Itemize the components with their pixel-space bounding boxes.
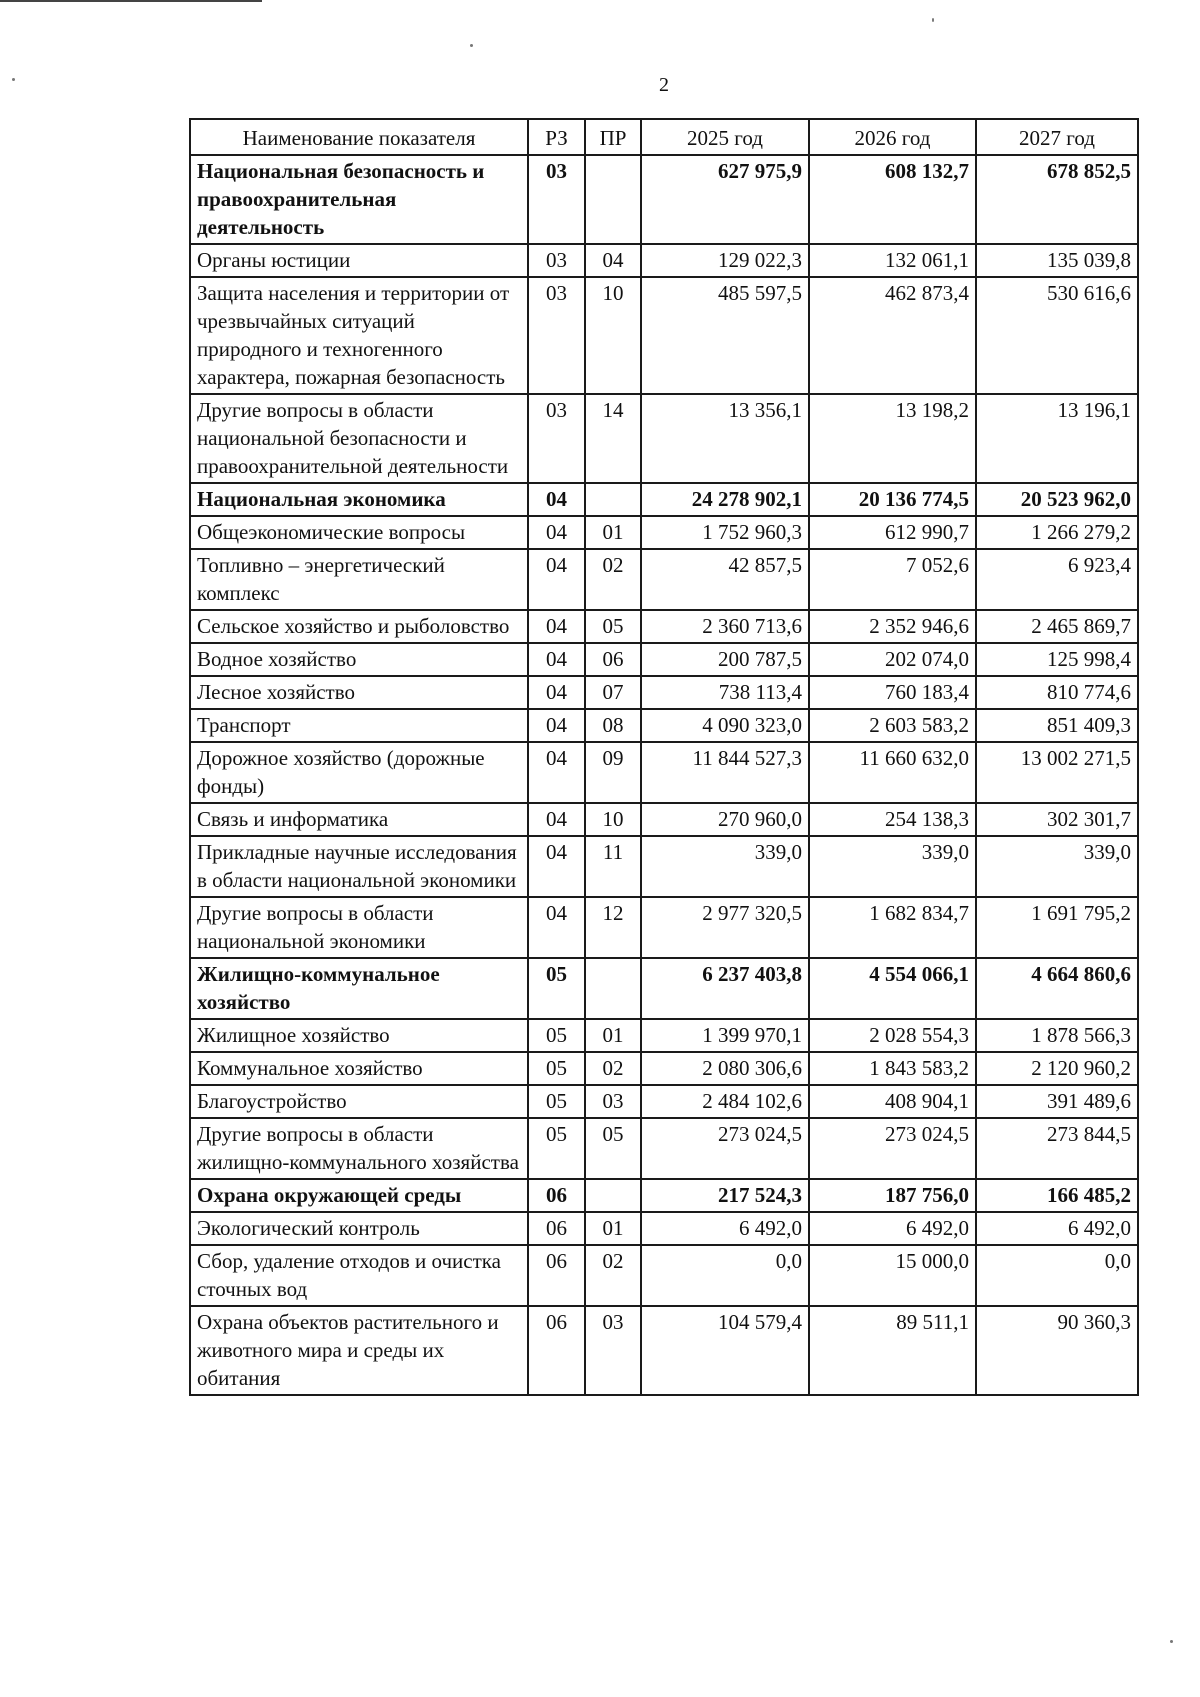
cell-rz: 03 — [528, 394, 585, 483]
cell-name: Экологический контроль — [190, 1212, 528, 1245]
cell-2027: 2 465 869,7 — [976, 610, 1138, 643]
cell-name: Благоустройство — [190, 1085, 528, 1118]
cell-2026: 2 028 554,3 — [809, 1019, 976, 1052]
scan-speck — [932, 18, 934, 22]
cell-name: Другие вопросы в области национальной безопасности и правоохранительной деятельности — [190, 394, 528, 483]
cell-rz: 04 — [528, 709, 585, 742]
cell-2027: 90 360,3 — [976, 1306, 1138, 1395]
cell-2026: 273 024,5 — [809, 1118, 976, 1179]
cell-pr: 10 — [585, 803, 641, 836]
cell-name: Органы юстиции — [190, 244, 528, 277]
cell-2027: 678 852,5 — [976, 155, 1138, 244]
cell-2026: 13 198,2 — [809, 394, 976, 483]
cell-name: Другие вопросы в области национальной экономики — [190, 897, 528, 958]
cell-2026: 760 183,4 — [809, 676, 976, 709]
cell-name: Другие вопросы в области жилищно-коммунального хозяйства — [190, 1118, 528, 1179]
cell-2025: 0,0 — [641, 1245, 809, 1306]
cell-name: Сбор, удаление отходов и очистка сточных вод — [190, 1245, 528, 1306]
cell-2026: 2 352 946,6 — [809, 610, 976, 643]
cell-2027: 1 691 795,2 — [976, 897, 1138, 958]
cell-rz: 05 — [528, 958, 585, 1019]
cell-2025: 273 024,5 — [641, 1118, 809, 1179]
cell-2027: 13 196,1 — [976, 394, 1138, 483]
cell-2026: 11 660 632,0 — [809, 742, 976, 803]
cell-2026: 1 682 834,7 — [809, 897, 976, 958]
header-name: Наименование показателя — [190, 119, 528, 155]
cell-2026: 15 000,0 — [809, 1245, 976, 1306]
table-row — [190, 1306, 1138, 1395]
budget-table — [189, 118, 1139, 1396]
cell-2026: 1 843 583,2 — [809, 1052, 976, 1085]
cell-2025: 738 113,4 — [641, 676, 809, 709]
cell-2025: 2 360 713,6 — [641, 610, 809, 643]
cell-rz: 04 — [528, 516, 585, 549]
scan-edge-line — [0, 0, 262, 2]
table-row — [190, 1085, 1138, 1118]
cell-2026: 132 061,1 — [809, 244, 976, 277]
cell-name: Жилищное хозяйство — [190, 1019, 528, 1052]
cell-2026: 408 904,1 — [809, 1085, 976, 1118]
cell-rz: 04 — [528, 803, 585, 836]
cell-pr — [585, 155, 641, 244]
table-row — [190, 676, 1138, 709]
cell-rz: 03 — [528, 155, 585, 244]
table-row — [190, 1052, 1138, 1085]
cell-2025: 2 977 320,5 — [641, 897, 809, 958]
cell-pr: 11 — [585, 836, 641, 897]
cell-2027: 135 039,8 — [976, 244, 1138, 277]
cell-rz: 04 — [528, 676, 585, 709]
cell-rz: 05 — [528, 1085, 585, 1118]
cell-2027: 530 616,6 — [976, 277, 1138, 394]
table-row — [190, 516, 1138, 549]
table-row — [190, 1212, 1138, 1245]
table-row — [190, 643, 1138, 676]
header-2025: 2025 год — [641, 119, 809, 155]
cell-2026: 339,0 — [809, 836, 976, 897]
table-row — [190, 610, 1138, 643]
cell-rz: 05 — [528, 1052, 585, 1085]
cell-pr: 01 — [585, 516, 641, 549]
table-row — [190, 742, 1138, 803]
cell-rz: 04 — [528, 836, 585, 897]
cell-2026: 254 138,3 — [809, 803, 976, 836]
cell-2025: 627 975,9 — [641, 155, 809, 244]
cell-rz: 06 — [528, 1179, 585, 1212]
cell-2027: 20 523 962,0 — [976, 483, 1138, 516]
cell-2027: 273 844,5 — [976, 1118, 1138, 1179]
cell-name: Сельское хозяйство и рыболовство — [190, 610, 528, 643]
cell-2027: 125 998,4 — [976, 643, 1138, 676]
cell-name: Транспорт — [190, 709, 528, 742]
table-row — [190, 394, 1138, 483]
header-2027: 2027 год — [976, 119, 1138, 155]
header-rz: РЗ — [528, 119, 585, 155]
table-row — [190, 1118, 1138, 1179]
cell-2027: 339,0 — [976, 836, 1138, 897]
cell-name: Охрана окружающей среды — [190, 1179, 528, 1212]
table-section-row — [190, 155, 1138, 244]
cell-2025: 1 752 960,3 — [641, 516, 809, 549]
cell-2026: 202 074,0 — [809, 643, 976, 676]
scan-speck — [470, 44, 473, 47]
cell-2025: 6 237 403,8 — [641, 958, 809, 1019]
cell-2027: 6 923,4 — [976, 549, 1138, 610]
cell-2026: 187 756,0 — [809, 1179, 976, 1212]
cell-name: Водное хозяйство — [190, 643, 528, 676]
cell-rz: 05 — [528, 1019, 585, 1052]
cell-rz: 06 — [528, 1245, 585, 1306]
cell-rz: 03 — [528, 244, 585, 277]
table-section-row — [190, 958, 1138, 1019]
table-section-row — [190, 1179, 1138, 1212]
cell-2026: 462 873,4 — [809, 277, 976, 394]
cell-rz: 03 — [528, 277, 585, 394]
cell-pr: 03 — [585, 1306, 641, 1395]
cell-2025: 129 022,3 — [641, 244, 809, 277]
cell-pr: 14 — [585, 394, 641, 483]
cell-2025: 42 857,5 — [641, 549, 809, 610]
cell-pr — [585, 1179, 641, 1212]
cell-pr: 10 — [585, 277, 641, 394]
cell-2026: 4 554 066,1 — [809, 958, 976, 1019]
cell-2027: 2 120 960,2 — [976, 1052, 1138, 1085]
cell-2026: 89 511,1 — [809, 1306, 976, 1395]
table-row — [190, 244, 1138, 277]
cell-2026: 20 136 774,5 — [809, 483, 976, 516]
cell-2025: 104 579,4 — [641, 1306, 809, 1395]
table-header-row — [190, 119, 1138, 155]
cell-pr: 02 — [585, 1245, 641, 1306]
cell-2025: 1 399 970,1 — [641, 1019, 809, 1052]
cell-2027: 851 409,3 — [976, 709, 1138, 742]
scan-speck — [1170, 1640, 1173, 1643]
table-row — [190, 277, 1138, 394]
header-2026: 2026 год — [809, 119, 976, 155]
cell-pr: 01 — [585, 1212, 641, 1245]
cell-2027: 6 492,0 — [976, 1212, 1138, 1245]
cell-rz: 04 — [528, 483, 585, 516]
cell-name: Охрана объектов растительного и животного мира и среды их обитания — [190, 1306, 528, 1395]
cell-2027: 0,0 — [976, 1245, 1138, 1306]
cell-2025: 270 960,0 — [641, 803, 809, 836]
cell-name: Национальная экономика — [190, 483, 528, 516]
cell-2025: 2 484 102,6 — [641, 1085, 809, 1118]
cell-name: Национальная безопасность и правоохранительная деятельность — [190, 155, 528, 244]
cell-pr: 09 — [585, 742, 641, 803]
cell-2025: 217 524,3 — [641, 1179, 809, 1212]
cell-name: Топливно – энергетический комплекс — [190, 549, 528, 610]
cell-2025: 4 090 323,0 — [641, 709, 809, 742]
cell-rz: 04 — [528, 549, 585, 610]
cell-2026: 2 603 583,2 — [809, 709, 976, 742]
cell-2027: 391 489,6 — [976, 1085, 1138, 1118]
cell-2027: 13 002 271,5 — [976, 742, 1138, 803]
cell-rz: 05 — [528, 1118, 585, 1179]
cell-rz: 04 — [528, 610, 585, 643]
cell-2026: 608 132,7 — [809, 155, 976, 244]
cell-name: Прикладные научные исследования в области национальной экономики — [190, 836, 528, 897]
cell-2025: 11 844 527,3 — [641, 742, 809, 803]
cell-rz: 04 — [528, 742, 585, 803]
table-body — [190, 155, 1138, 1395]
table-row — [190, 803, 1138, 836]
cell-name: Дорожное хозяйство (дорожные фонды) — [190, 742, 528, 803]
cell-2026: 7 052,6 — [809, 549, 976, 610]
cell-2025: 200 787,5 — [641, 643, 809, 676]
cell-2025: 485 597,5 — [641, 277, 809, 394]
page-number: 2 — [659, 74, 669, 96]
cell-name: Связь и информатика — [190, 803, 528, 836]
cell-name: Жилищно-коммунальное хозяйство — [190, 958, 528, 1019]
cell-2025: 339,0 — [641, 836, 809, 897]
table-row — [190, 709, 1138, 742]
cell-2027: 810 774,6 — [976, 676, 1138, 709]
cell-pr: 02 — [585, 1052, 641, 1085]
cell-pr: 07 — [585, 676, 641, 709]
cell-2027: 302 301,7 — [976, 803, 1138, 836]
table-section-row — [190, 483, 1138, 516]
cell-2026: 612 990,7 — [809, 516, 976, 549]
cell-2027: 166 485,2 — [976, 1179, 1138, 1212]
cell-2025: 13 356,1 — [641, 394, 809, 483]
cell-2025: 6 492,0 — [641, 1212, 809, 1245]
cell-pr: 05 — [585, 610, 641, 643]
cell-rz: 06 — [528, 1212, 585, 1245]
cell-name: Защита населения и территории от чрезвычайных ситуаций природного и техногенного характера, пожарная безопасность — [190, 277, 528, 394]
cell-name: Общеэкономические вопросы — [190, 516, 528, 549]
cell-pr: 06 — [585, 643, 641, 676]
cell-name: Коммунальное хозяйство — [190, 1052, 528, 1085]
cell-2027: 1 266 279,2 — [976, 516, 1138, 549]
table-row — [190, 1019, 1138, 1052]
cell-2025: 24 278 902,1 — [641, 483, 809, 516]
cell-pr: 03 — [585, 1085, 641, 1118]
cell-2025: 2 080 306,6 — [641, 1052, 809, 1085]
cell-pr: 05 — [585, 1118, 641, 1179]
cell-pr: 01 — [585, 1019, 641, 1052]
cell-rz: 04 — [528, 643, 585, 676]
cell-pr: 02 — [585, 549, 641, 610]
cell-pr: 04 — [585, 244, 641, 277]
table-row — [190, 549, 1138, 610]
cell-pr: 08 — [585, 709, 641, 742]
cell-pr: 12 — [585, 897, 641, 958]
table-row — [190, 836, 1138, 897]
cell-2026: 6 492,0 — [809, 1212, 976, 1245]
cell-rz: 04 — [528, 897, 585, 958]
table-row — [190, 897, 1138, 958]
cell-rz: 06 — [528, 1306, 585, 1395]
cell-2027: 4 664 860,6 — [976, 958, 1138, 1019]
cell-2027: 1 878 566,3 — [976, 1019, 1138, 1052]
cell-name: Лесное хозяйство — [190, 676, 528, 709]
cell-pr — [585, 958, 641, 1019]
header-pr: ПР — [585, 119, 641, 155]
cell-pr — [585, 483, 641, 516]
table-row — [190, 1245, 1138, 1306]
